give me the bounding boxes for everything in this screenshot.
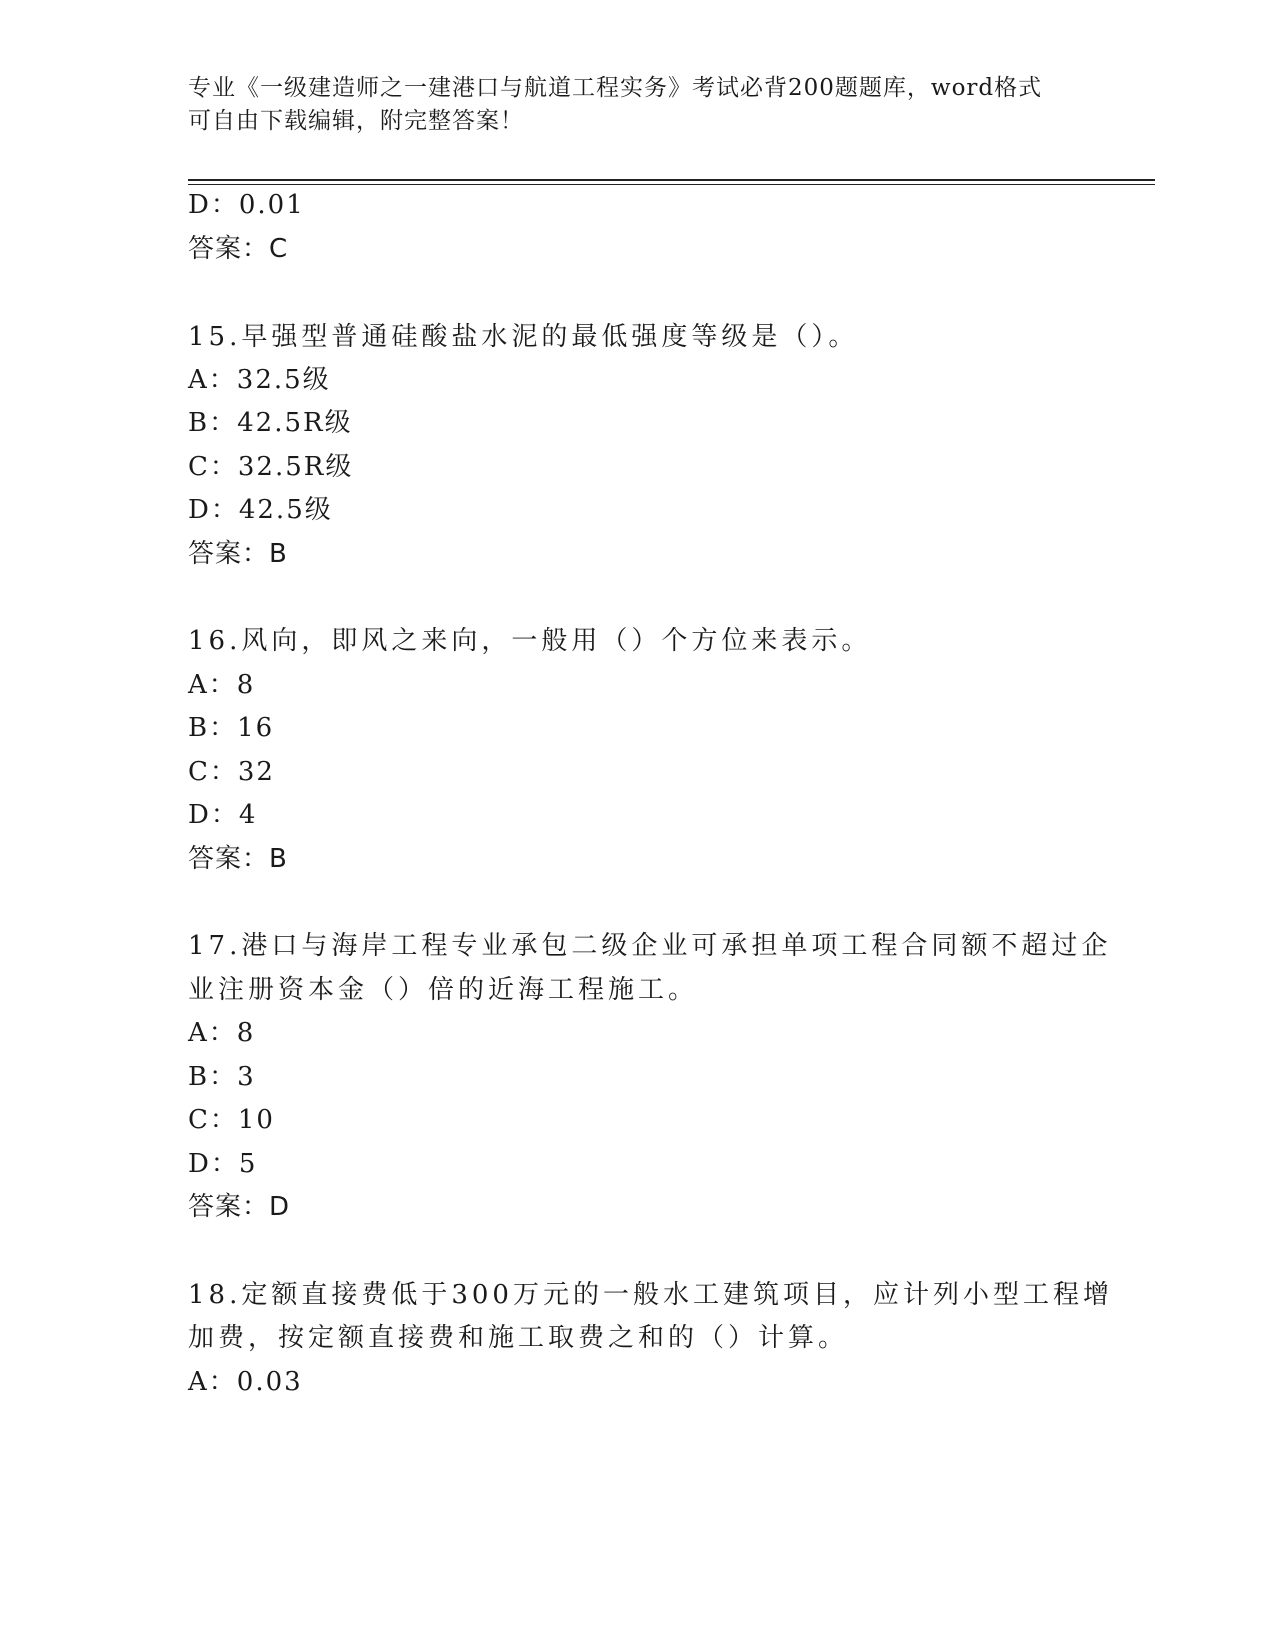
option-d: D：42.5级 xyxy=(188,495,333,525)
option-a: A：32.5级 xyxy=(188,365,331,395)
option-b: B：3 xyxy=(188,1062,256,1092)
header-divider-thin xyxy=(188,184,1155,185)
header-line-2: 可自由下载编辑，附完整答案！ xyxy=(188,108,524,134)
option-d: D：4 xyxy=(188,800,258,830)
question-18-text-line-1: 18.定额直接费低于300万元的一般水工建筑项目，应计列小型工程增 xyxy=(188,1280,1113,1310)
option-b: B：42.5R级 xyxy=(188,408,353,438)
option-d: D：0.01 xyxy=(188,190,305,220)
question-15-text: 15.早强型普通硅酸盐水泥的最低强度等级是（）。 xyxy=(188,322,859,352)
header-divider-thick xyxy=(188,179,1155,181)
answer-line: 答案：C xyxy=(188,234,289,264)
option-a: A：0.03 xyxy=(188,1367,303,1397)
question-17-text-line-1: 17.港口与海岸工程专业承包二级企业可承担单项工程合同额不超过企 xyxy=(188,931,1112,961)
option-a: A：8 xyxy=(188,670,256,700)
answer-line: 答案：B xyxy=(188,539,288,569)
option-b: B：16 xyxy=(188,713,275,743)
option-c: C：32.5R级 xyxy=(188,452,354,482)
question-16-text: 16.风向，即风之来向，一般用（）个方位来表示。 xyxy=(188,626,872,656)
option-a: A：8 xyxy=(188,1018,256,1048)
question-17-text-line-2: 业注册资本金（）倍的近海工程施工。 xyxy=(188,975,699,1005)
option-d: D：5 xyxy=(188,1149,258,1179)
question-18-text-line-2: 加费，按定额直接费和施工取费之和的（）计算。 xyxy=(188,1323,849,1353)
answer-line: 答案：D xyxy=(188,1192,291,1222)
option-c: C：10 xyxy=(188,1105,275,1135)
answer-line: 答案：B xyxy=(188,844,288,874)
header-line-1: 专业《一级建造师之一建港口与航道工程实务》考试必背200题题库，word格式 xyxy=(188,75,1043,101)
document-header xyxy=(188,72,1068,138)
option-c: C：32 xyxy=(188,757,275,787)
